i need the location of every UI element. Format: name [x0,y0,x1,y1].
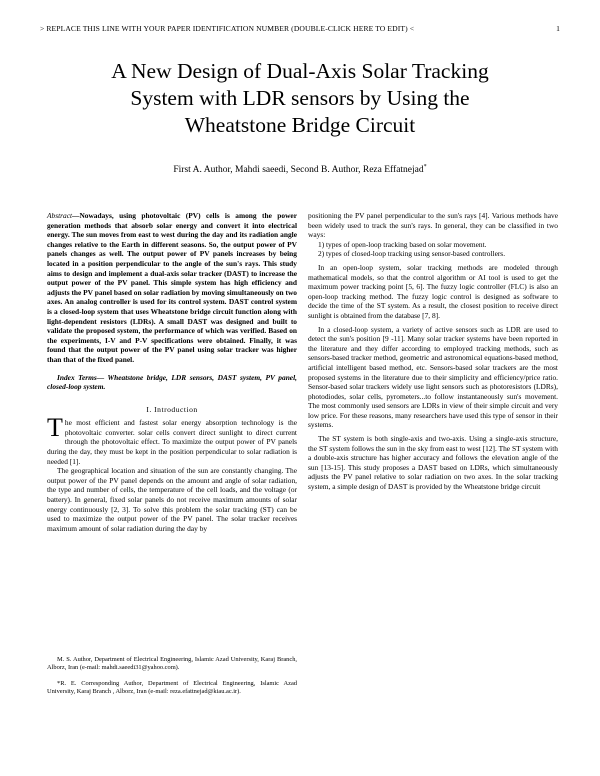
title-line-1: A New Design of Dual-Axis Solar Tracking [111,59,489,83]
drop-cap: T [47,413,63,443]
abstract-label: Abstract [47,211,73,220]
corresponding-marker: * [423,164,427,170]
page-number: 1 [556,24,560,33]
left-column [47,211,297,533]
list-item-1: 1) types of open-loop tracking based on solar movement. [318,239,487,249]
right-column [308,211,558,492]
author-names: First A. Author, Mahdi saeedi, Second B. Author, Reza Effatnejad [173,165,424,176]
section-heading-introduction: I. Introduction [146,404,198,414]
title-line-2: System with LDR sensors by Using the [130,86,470,110]
paper-title [40,58,560,139]
intro-paragraph-1 [47,413,297,466]
author-list [40,164,560,175]
index-terms: Index Terms— Wheatstone bridge, LDR sensors, DAST system, PV panel, closed-loop system. [47,372,297,392]
abstract [47,211,297,365]
right-paragraph-3: In a closed-loop system, a variety of active sensors such as LDR are used to detect the sun's position [9 -11]. Many solar tracker systems have been reported in the literature and they differ according to employed tracking methods, such as sensors-based tracker method, geometric and astronomical equations-based method, artificial intelligent based method, etc. Sensors-based solar trackers are the most proposed systems in the literature due to their simplicity and efficiency/price ratio. Sensor-based solar trackers widely use light sensors such as photoresistors (LDRs), photodiodes, solar cells, pyrometers...to follow instantaneously sun's movement. The most commonly used sensors are LDRs in view of their simple circuit and very low price. For these reasons, many researchers have used this type of sensor in their systems. [308,324,558,430]
footnote-corresponding-author: *R. E. Corresponding Author, Department of Electrical Engineering, Islamic Azad University, Karaj Branch , Alborz, Iran (e-mail: reza.efattnejad@kiau.ac.ir). [47,679,297,696]
abstract-text: —Nowadays, using photovoltaic (PV) cells is among the power generation methods that absorb solar energy and convert it into electrical energy. The sun moves from east to west during the day and its radiation angle changes relative to the Earth in different seasons. So, the output power of PV panels changes as well. The output power of PV panels increases by being located in a position perpendicular to the angle of the sun's rays. This study aims to design and implement a dual-axis solar tracker (DAST) to increase the output power of the PV panel. This simple system has high efficiency and adjusts the PV panel based on solar radiation by moving simultaneously on two axes. An analog controller is used for its control system. DAST control system is a closed-loop system that uses Wheatstone bridge circuit function along with light-dependent resistors (LDRs). A small DAST was designed and built to validate the proposed system, the performance of which was verified. Based on the experiments, I-V and P-V specifications were obtained. Finally, it was found that the output power of the PV panel using solar tracker was higher than that of the fixed panel. [47,211,297,364]
footnote-author: M. S. Author, Department of Electrical Engineering, Islamic Azad University, Karaj Branch, Alborz, Iran (e-mail: mahdi.saeedi31@yahoo.com). [47,656,297,672]
footnotes [47,656,297,704]
right-paragraph-2: In an open-loop system, solar tracking methods are modeled through mathematical models, so that the control algorithm or AI tool is used to get the maximum power tracking point [5, 6]. The fuzzy logic controller (FLC) is also an open-loop tracking method. The fuzzy logic control is designed as software to decide the time of the ST system. As a result, the closest position to receive direct sunlight is obtained from the database [7, 8]. [308,262,558,320]
running-header [40,24,560,33]
right-paragraph-1: positioning the PV panel perpendicular to the sun's rays [4]. Various methods have been widely used to track the sun's rays. In general, they can be classified in two ways: [308,211,558,240]
title-line-3: Wheatstone Bridge Circuit [184,113,416,137]
intro-paragraph-2: The geographical location and situation of the sun are constantly changing. The output power of the PV panel depends on the amount and angle of solar radiation, the type and number of cells, the temperature of the cell loads, and the voltage (or battery). In general, fixed solar panels do not receive maximum amounts of solar energy continuously [2, 3]. To solve this problem the solar tracking (ST) can be used to maximize the output power of the PV panel. The solar tracker receives maximum amount of solar radiation during the day by [47,466,297,533]
intro-paragraph-1-text: he most efficient and fastest solar energy absorption technology is the photovoltaic converter. solar cells convert direct sunlight to direct current through the photovoltaic effect. To maximize the output power of PV panels during the day, they must be kept in the position perpendicular to solar radiation is needed [1]. [47,418,297,466]
list-item-2: 2) types of closed-loop tracking using sensor-based controllers. [318,249,506,259]
running-head-text: > REPLACE THIS LINE WITH YOUR PAPER IDENTIFICATION NUMBER (DOUBLE-CLICK HERE TO EDIT) < [40,24,415,33]
right-paragraph-4: The ST system is both single-axis and two-axis. Using a single-axis structure, the ST system follows the sun in the sky from east to west [12]. The ST system with a double-axis structure has higher accuracy and follows the elevation angle of the sun [13-15]. This study proposes a DAST based on LDRs, which simultaneously adjusts the PV panel relative to solar radiation on two axes. In the solar tracking system, a simple design of DAST is provided by the Wheatstone bridge circuit [308,434,558,492]
